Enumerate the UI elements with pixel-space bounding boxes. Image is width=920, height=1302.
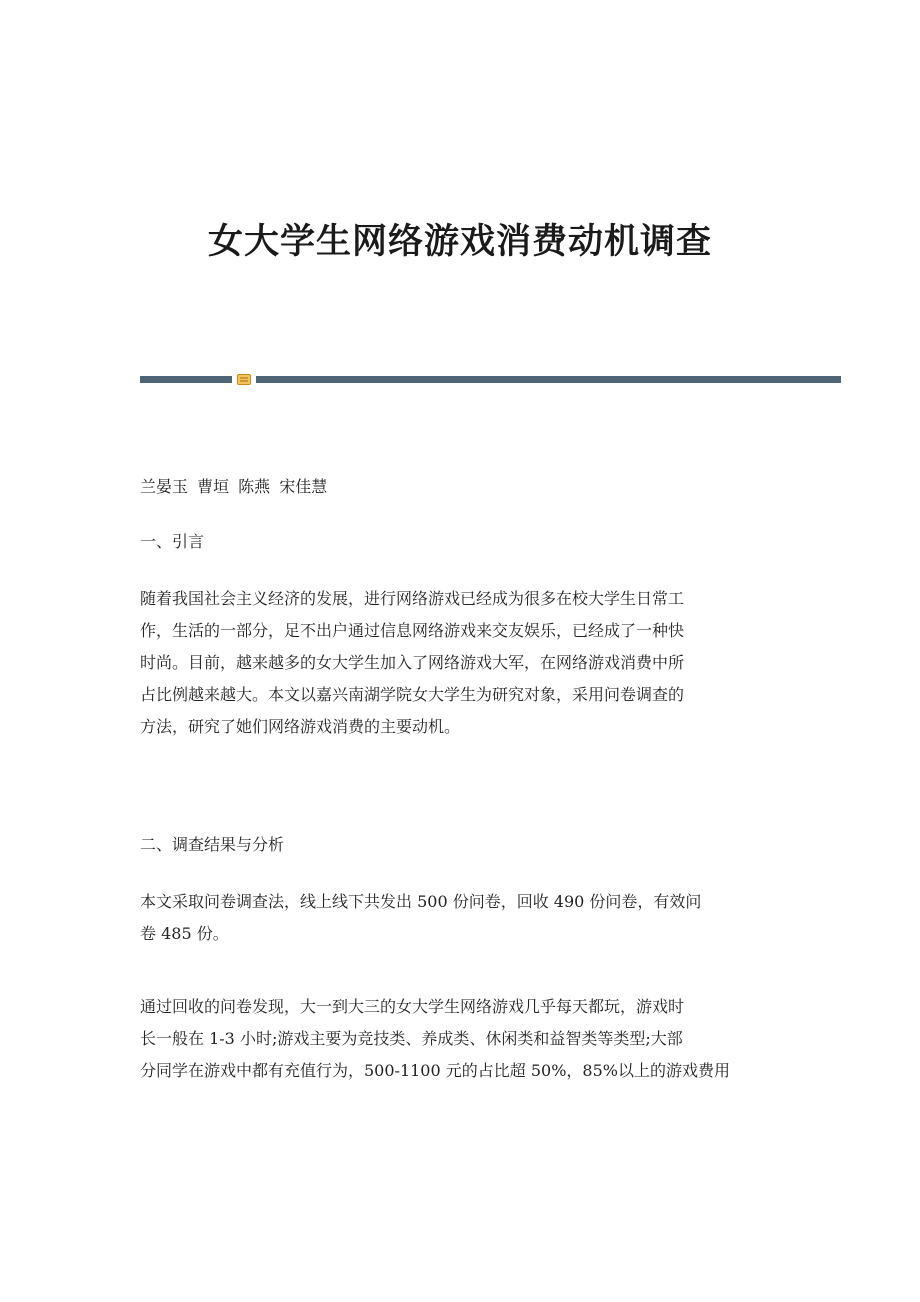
paragraph-line: 方法，研究了她们网络游戏消费的主要动机。 xyxy=(140,717,461,736)
section-heading-introduction: 一、引言 xyxy=(140,532,205,551)
paragraph-line: 随着我国社会主义经济的发展，进行网络游戏已经成为很多在校大学生日常工 xyxy=(140,589,685,608)
bookmark-ornament-icon xyxy=(237,374,251,385)
paragraph-line: 作，生活的一部分，足不出户通过信息网络游戏来交友娱乐，已经成了一种快 xyxy=(140,621,685,640)
paragraph-line: 本文采取问卷调查法，线上线下共发出 500 份问卷，回收 490 份问卷，有效问 xyxy=(140,892,702,911)
paragraph-line: 卷 485 份。 xyxy=(140,924,229,943)
paragraph-line: 占比例越来越大。本文以嘉兴南湖学院女大学生为研究对象，采用问卷调查的 xyxy=(140,685,685,704)
paragraph-line: 长一般在 1-3 小时;游戏主要为竞技类、养成类、休闲类和益智类等类型;大部 xyxy=(140,1029,683,1048)
paragraph-introduction xyxy=(140,583,790,743)
paragraph-line: 时尚。目前，越来越多的女大学生加入了网络游戏大军，在网络游戏消费中所 xyxy=(140,653,685,672)
section-heading-results: 二、调查结果与分析 xyxy=(140,835,285,854)
paragraph-line: 通过回收的问卷发现，大一到大三的女大学生网络游戏几乎每天都玩，游戏时 xyxy=(140,997,685,1016)
author-list: 兰晏玉 曹垣 陈燕 宋佳慧 xyxy=(140,477,328,496)
paragraph-findings xyxy=(140,991,790,1087)
title-divider-right xyxy=(256,376,841,383)
paragraph-method xyxy=(140,886,790,950)
paragraph-line: 分同学在游戏中都有充值行为，500-1100 元的占比超 50%，85%以上的游戏费用 xyxy=(140,1061,730,1080)
title-divider-left xyxy=(140,376,232,383)
document-title: 女大学生网络游戏消费动机调查 xyxy=(207,222,712,262)
